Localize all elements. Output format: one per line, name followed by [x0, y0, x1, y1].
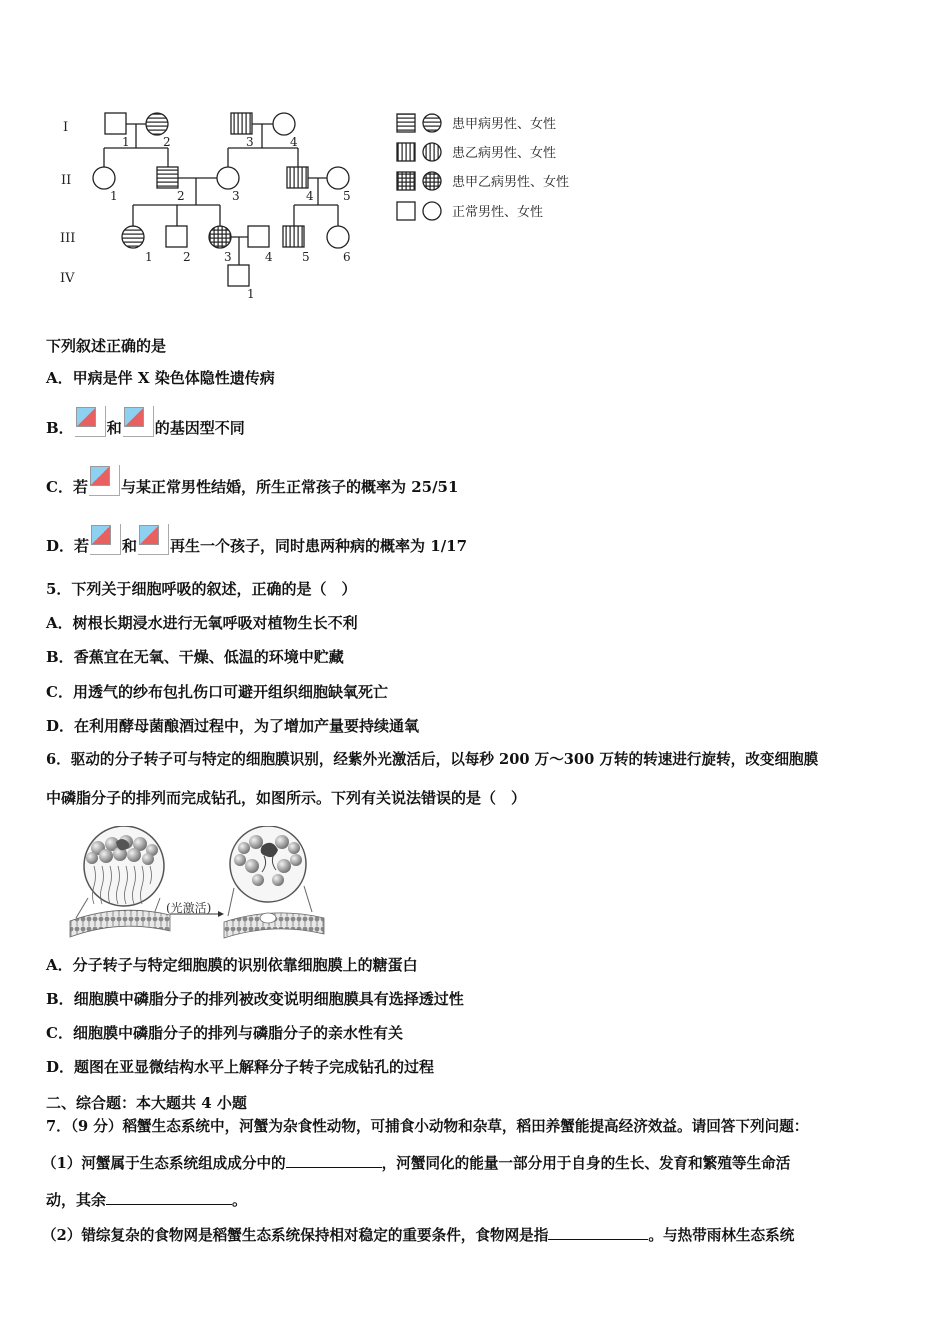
pedigree-num-g1-4: 4: [290, 135, 298, 149]
option-text: 细胞膜中磷脂分子的排列被改变说明细胞膜具有选择透过性: [73, 990, 464, 1008]
q6-option-b: [46, 989, 464, 1009]
q5-stem: 5．下列关于细胞呼吸的叙述，正确的是（ ）: [46, 580, 357, 598]
pedigree-num-g3-5: 5: [302, 250, 310, 264]
option-label: B．: [46, 990, 74, 1008]
broken-image-icon: [123, 406, 154, 437]
option-text: 的基因型不同: [154, 419, 245, 437]
q5-option-d: [46, 716, 419, 736]
pedigree-num-g3-3: 3: [224, 250, 232, 264]
legend-label-a: 患甲病男性、女性: [452, 117, 557, 132]
q6-stem-line1: 6．驱动的分子转子可与特定的细胞膜识别，经紫外光激活后，以每秒 200 万～300 万转的转速进行旋转，改变细胞膜: [46, 751, 819, 768]
q6-stem-line2: 中磷脂分子的排列而完成钻孔，如图所示。下列有关说法错误的是（ ）: [46, 789, 527, 807]
option-label: B．: [46, 419, 74, 437]
legend-label-b: 患乙病男性、女性: [452, 146, 557, 161]
q7-part2-text-b: 。与热带雨林生态系统: [648, 1227, 795, 1244]
q7-part1-text-c: 动，其余: [46, 1191, 107, 1209]
pedigree-num-g3-6: 6: [343, 250, 351, 264]
q7-part2-line1: [42, 1223, 794, 1246]
answer-blank[interactable]: [286, 1151, 382, 1168]
q4-option-c: [46, 465, 458, 497]
option-label: C．: [46, 478, 73, 496]
q7-part2-text-a: （2）错综复杂的食物网是稻蟹生态系统保持相对稳定的重要条件，食物网是指: [42, 1227, 549, 1244]
option-mid: 和: [122, 537, 138, 555]
option-label: D．: [46, 717, 75, 735]
membrane-figure: [68, 826, 328, 946]
q7-part1-text-a: （1）河蟹属于生态系统组成成分中的: [42, 1155, 286, 1172]
q7-part1-line1: [42, 1151, 790, 1174]
option-label: D．: [46, 1058, 75, 1076]
pedigree-num-g2-4: 4: [306, 189, 314, 203]
option-text: 树根长期浸水进行无氧呼吸对植物生长不利: [72, 614, 358, 632]
option-text: 在利用酵母菌酿酒过程中，为了增加产量要持续通氧: [74, 717, 420, 735]
generation-label-3: III: [60, 231, 76, 246]
q4-option-d: [46, 524, 467, 556]
q6-option-a: [46, 955, 418, 975]
legend-label-ab: 患甲乙病男性、女性: [452, 175, 570, 190]
q7-part1-text-d: 。: [232, 1191, 248, 1209]
option-text: 细胞膜中磷脂分子的排列与磷脂分子的亲水性有关: [72, 1024, 403, 1042]
option-label: B．: [46, 648, 74, 666]
q4-stem: 下列叙述正确的是: [46, 337, 167, 355]
legend-label-normal: 正常男性、女性: [452, 205, 544, 220]
pedigree-num-g3-4: 4: [265, 250, 273, 264]
option-label: A．: [46, 614, 73, 632]
q4-option-a: [46, 368, 275, 388]
option-pre: 若: [72, 478, 88, 496]
generation-label-2: II: [61, 173, 72, 188]
option-label: D．: [46, 537, 75, 555]
option-label: C．: [46, 1024, 73, 1042]
option-label: A．: [46, 369, 73, 387]
q7-part1-line2: [46, 1188, 247, 1210]
option-text: 香蕉宜在无氧、干燥、低温的环境中贮藏: [73, 648, 344, 666]
q6-option-c: [46, 1023, 403, 1043]
generation-label-4: IV: [60, 271, 75, 286]
option-mid: 和: [106, 419, 122, 437]
broken-image-icon: [138, 524, 169, 555]
section-title: 二、综合题：本大题共 4 小题: [46, 1094, 247, 1112]
pedigree-num-g2-2: 2: [177, 189, 185, 203]
generation-label-1: I: [63, 120, 69, 135]
answer-blank[interactable]: [548, 1223, 648, 1240]
pedigree-num-g3-2: 2: [183, 250, 191, 264]
pedigree-num-g2-1: 1: [110, 189, 118, 203]
pedigree-num-g4-1: 1: [247, 287, 255, 301]
option-text: 甲病是伴 X 染色体隐性遗传病: [72, 369, 275, 387]
pedigree-num-g3-1: 1: [145, 250, 153, 264]
broken-image-icon: [90, 524, 121, 555]
option-text: 再生一个孩子，同时患两种病的概率为 1/17: [170, 537, 468, 555]
option-label: C．: [46, 683, 73, 701]
pedigree-num-g2-5: 5: [343, 189, 351, 203]
option-label: A．: [46, 956, 73, 974]
pedigree-num-g1-1: 1: [122, 135, 130, 149]
answer-blank[interactable]: [106, 1188, 232, 1205]
option-text: 分子转子与特定细胞膜的识别依靠细胞膜上的糖蛋白: [72, 956, 418, 974]
broken-image-icon: [75, 406, 106, 437]
q7-stem: 7．（9 分）稻蟹生态系统中，河蟹为杂食性动物，可捕食小动物和杂草，稻田养蟹能提高经济效益。请回答下列问题：: [46, 1118, 809, 1135]
q7-part1-text-b: ，河蟹同化的能量一部分用于自身的生长、发育和繁殖等生命活: [381, 1155, 791, 1172]
q5-option-a: [46, 613, 358, 633]
option-text: 题图在亚显微结构水平上解释分子转子完成钻孔的过程: [74, 1058, 435, 1076]
option-text: 用透气的纱布包扎伤口可避开组织细胞缺氧死亡: [72, 683, 388, 701]
broken-image-icon: [89, 465, 120, 496]
pedigree-num-g1-3: 3: [246, 135, 254, 149]
option-text: 与某正常男性结婚，所生正常孩子的概率为 25/51: [120, 478, 459, 496]
figure-label: (光激活): [166, 901, 212, 915]
pedigree-num-g2-3: 3: [232, 189, 240, 203]
pedigree-num-g1-2: 2: [163, 135, 171, 149]
option-pre: 若: [74, 537, 90, 555]
q5-option-c: [46, 682, 388, 702]
q6-option-d: [46, 1057, 434, 1077]
q4-option-b: [46, 406, 245, 438]
q5-option-b: [46, 647, 344, 667]
pedigree-diagram: [0, 0, 620, 310]
